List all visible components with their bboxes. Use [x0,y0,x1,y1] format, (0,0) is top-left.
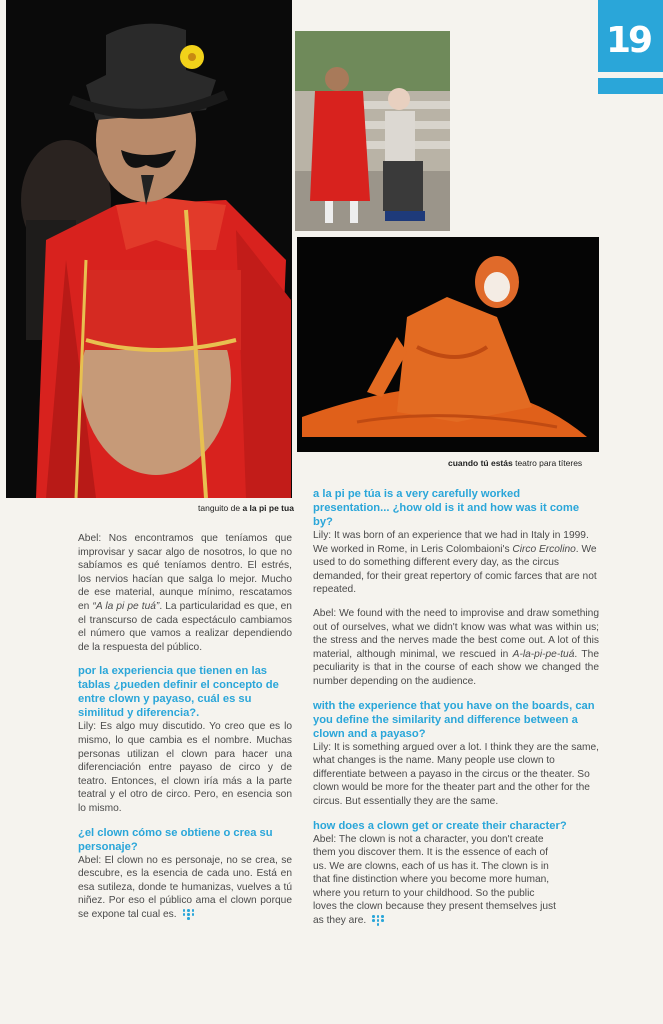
right-paragraph-3: Lily: It is something argued over a lot. I think they are the same, what changes is the name. Many people use clown to differentiate between a payaso in the circus or the theater. So clown would be more for the theater part and the other for the circus. But essentially they are the same. [313,741,599,807]
caption-right-photo [448,458,582,468]
left-p3-text: Abel: El clown no es personaje, no se crea, se descubre, es la esencia de cada uno. Está en esa sutileza, donde te humanizas, vuelves a tú niñez. Por eso el público ama el clown porque se expone tal cual es. [78,854,292,920]
photo-clowns-outdoor [295,31,450,231]
right-paragraph-1 [313,529,599,597]
left-column [78,532,292,921]
caption-right-bold: cuando tú estás [448,458,513,468]
right-heading-1: a la pi pe túa is a very carefully worked presentation... ¿how old is it and how was it come by? [313,488,580,528]
left-p1-italic: “A la pi pe tuá” [92,600,160,612]
right-heading-3: how does a clown get or create their character? [313,819,567,832]
right-paragraph-4 [313,833,599,928]
right-p2-italic: A-la-pi-pe-tuá [512,648,575,660]
end-mark-icon [183,909,195,919]
caption-left-bold: a la pi pe tua [242,503,294,513]
photo-orange-dress [297,237,599,452]
page-accent-bar [598,78,663,94]
left-heading-3: ¿el clown cómo se obtiene o crea su personaje? [78,826,273,853]
right-p4-text: Abel: The clown is not a character, you don't create them you discover them. It is the essence of each of us. We are clowns, each of us has it. The clown is in that fine distinction where you become more human, where you return to your childhood. So the public loves the clown because they present themselves just as they are. [313,833,556,927]
left-paragraph-1 [78,532,292,654]
left-p1-text: Abel: Nos encontramos que teníamos que improvisar y sacar algo de nosotros, lo que no sabíamos es qué teníamos dentro. El estrés, los nervios hacían que salga lo mejor. Mucho de ese material, aunque mínimo, rescatamos en [78,533,292,612]
right-heading-2: with the experience that you have on the boards, can you define the similarity and difference between a clown and a payaso? [313,699,595,740]
right-p1-start: Lily: It was born of an experience that we had in Italy in 1999. We worked in Rome, in Leris Colombaioni's [313,530,589,555]
left-heading-2: por la experiencia que tienen en las tablas ¿pueden definir el concepto de entre clown y payaso, cuál es su similitud y diferencia?. [78,665,279,720]
right-p1-italic: Circo Ercolino [512,543,576,555]
left-p1-end: . La particularidad es que, en el transcurso de cada espectáculo cambiamos el número que vamos a realizar dependiendo de la respuesta del público. [78,600,292,653]
page-number: 19 [606,20,651,61]
page-number-box [598,0,663,72]
caption-left-text: tanguito de [198,503,243,513]
right-paragraph-2 [313,607,599,689]
photo-clown-red-cape [6,0,292,498]
right-p1-end: . We used to do something different every day, as the circus demanded, for their great repertory of comic farces that are not repeated. [313,543,597,596]
caption-left-photo [198,503,294,513]
end-mark-icon [372,915,384,925]
right-p2-end: . The peculiarity is that in the course of each show we changed the number depending on the audience. [313,648,599,687]
left-paragraph-3 [78,854,292,922]
left-paragraph-2: Lily: Es algo muy discutido. Yo creo que es lo mismo, lo que cambia es el nombre. Muchas personas utilizan el clown para hacer una diferenciación entre payaso de circo y de teatro. Entonces, el clown iría más a la parte teatral y el otro de circo. Pero, en esencia son lo mismo. [78,721,292,814]
caption-right-text: teatro para títeres [512,458,583,468]
right-column [313,487,599,928]
right-p2-start: Abel: We found with the need to improvise and draw something out of ourselves, what we didn't know was what was within us; the stress and the nerves made the best come out. A lot of this material, although minimal, we rescued in [313,607,599,660]
